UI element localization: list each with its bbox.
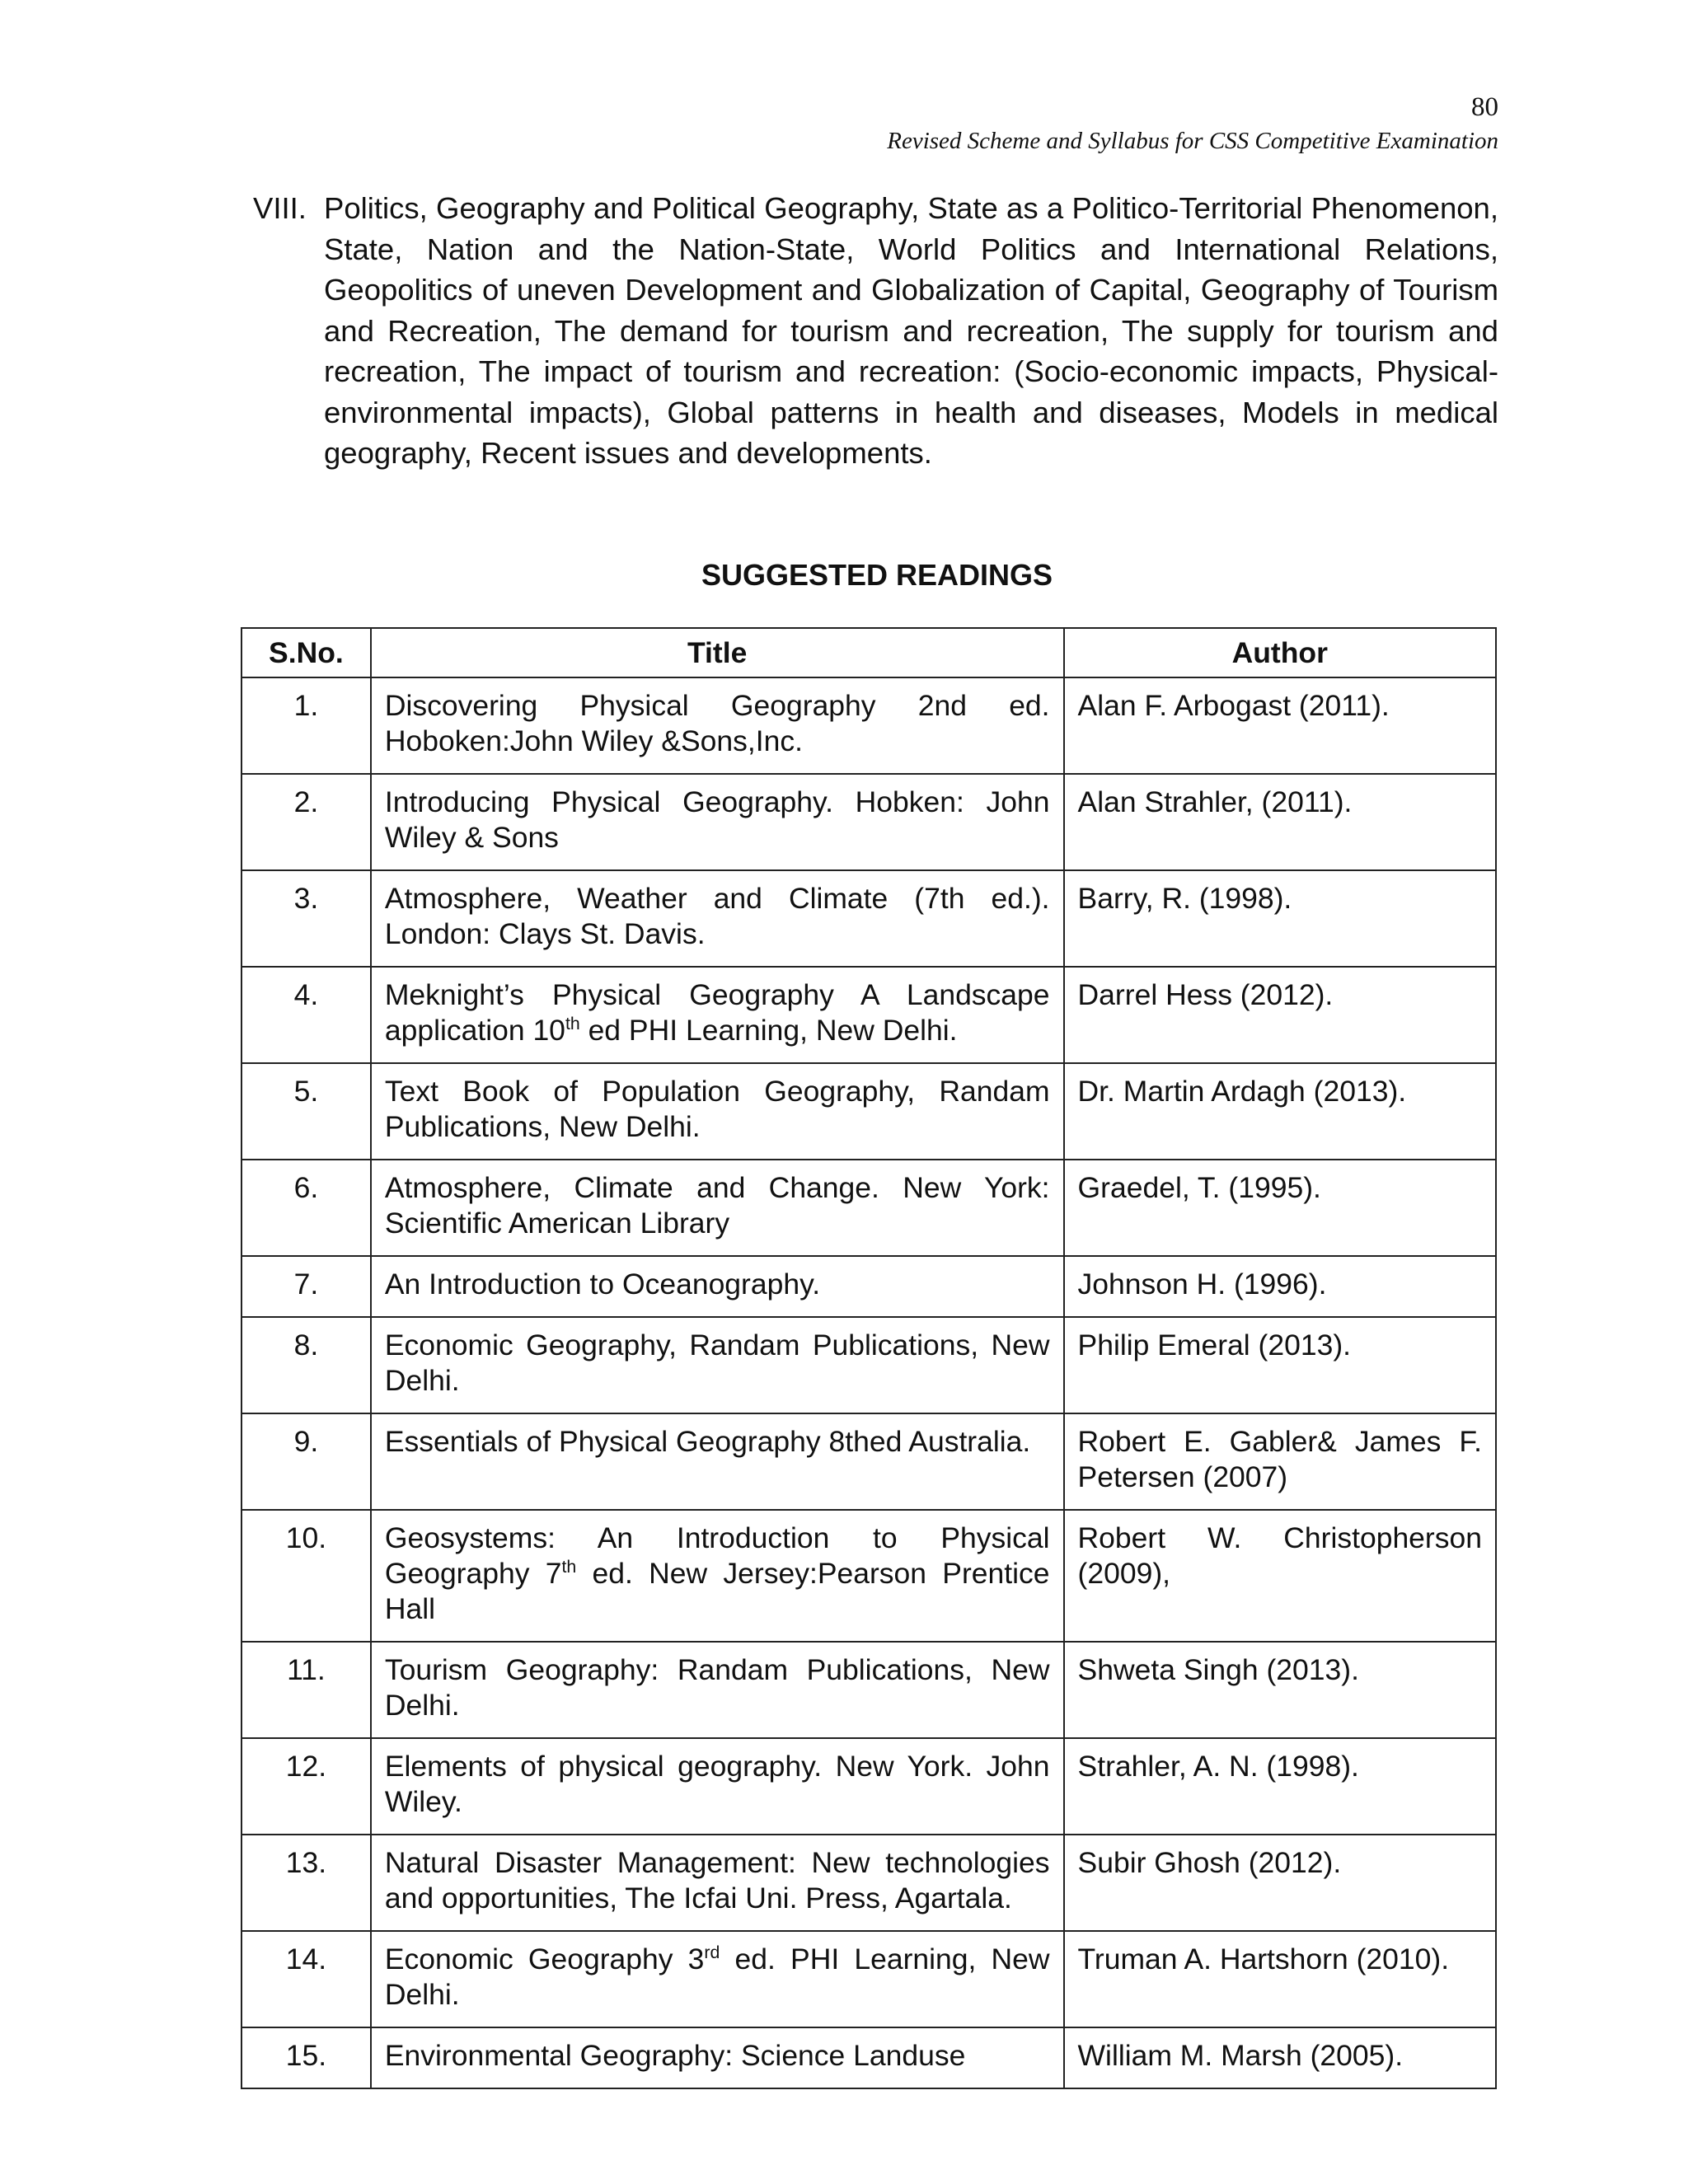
row-title: Elements of physical geography. New York. John Wiley.	[371, 1738, 1064, 1835]
row-title	[371, 1931, 1064, 2027]
row-sno: 4.	[241, 967, 371, 1063]
row-sno: 12.	[241, 1738, 371, 1835]
column-header-sno: S.No.	[241, 628, 371, 677]
row-title-text: Geosystems: An Introduction to Physical Geography 7	[384, 1521, 1050, 1590]
row-sno: 5.	[241, 1063, 371, 1160]
row-author: Alan F. Arbogast (2011).	[1064, 677, 1496, 774]
row-author: Johnson H. (1996).	[1064, 1256, 1496, 1317]
table-row	[241, 1510, 1496, 1642]
row-title-text: ed. New Jersey:Pearson Prentice Hall	[384, 1557, 1050, 1625]
row-author: Darrel Hess (2012).	[1064, 967, 1496, 1063]
page-number: 80	[1471, 92, 1498, 122]
row-sno: 7.	[241, 1256, 371, 1317]
row-sno: 3.	[241, 870, 371, 967]
row-author: William M. Marsh (2005).	[1064, 2027, 1496, 2088]
row-title: Atmosphere, Weather and Climate (7th ed.). London: Clays St. Davis.	[371, 870, 1064, 967]
row-author: Strahler, A. N. (1998).	[1064, 1738, 1496, 1835]
row-title: Introducing Physical Geography. Hobken: John Wiley & Sons	[371, 774, 1064, 870]
row-title-text: ed. PHI Learning, New Delhi.	[384, 1943, 1050, 2011]
table-row	[241, 2027, 1496, 2088]
suggested-readings-heading: SUGGESTED READINGS	[701, 558, 1053, 592]
row-title: Discovering Physical Geography 2nd ed. Hoboken:John Wiley &Sons,Inc.	[371, 677, 1064, 774]
table-row	[241, 1256, 1496, 1317]
table-header-row	[241, 628, 1496, 677]
row-sno: 2.	[241, 774, 371, 870]
table-row	[241, 1160, 1496, 1256]
row-author: Alan Strahler, (2011).	[1064, 774, 1496, 870]
row-title: Environmental Geography: Science Landuse	[371, 2027, 1064, 2088]
table-row	[241, 1738, 1496, 1835]
row-author: Truman A. Hartshorn (2010).	[1064, 1931, 1496, 2027]
table-row	[241, 1413, 1496, 1510]
row-author: Subir Ghosh (2012).	[1064, 1835, 1496, 1931]
row-author: Robert E. Gabler& James F. Petersen (2007)	[1064, 1413, 1496, 1510]
row-title-text: Meknight’s Physical Geography A Landscape application 10	[384, 978, 1050, 1047]
table-row	[241, 870, 1496, 967]
table-row	[241, 1931, 1496, 2027]
row-sno: 9.	[241, 1413, 371, 1510]
suggested-readings-table	[241, 627, 1497, 2089]
row-title	[371, 1510, 1064, 1642]
table-row	[241, 967, 1496, 1063]
table-row	[241, 1317, 1496, 1413]
row-sno: 1.	[241, 677, 371, 774]
row-author: Shweta Singh (2013).	[1064, 1642, 1496, 1738]
section-text: Politics, Geography and Political Geography, State as a Politico-Territorial Phenomenon, State, Nation and the Nation-State, World Politics and International Relations, Geopolitics of uneven Development and Globalization of Capital, Geography of Tourism and Recreation, The demand for tourism and recreation, The supply for tourism and recreation, The impact of tourism and recreation: (Socio-economic impacts, Physical-environmental impacts), Global patterns in health and diseases, Models in medical geography, Recent issues and developments.	[324, 191, 1498, 470]
table-row	[241, 1642, 1496, 1738]
row-sno: 10.	[241, 1510, 371, 1642]
row-author: Barry, R. (1998).	[1064, 870, 1496, 967]
row-title-text: Economic Geography 3	[384, 1943, 705, 1975]
row-author: Philip Emeral (2013).	[1064, 1317, 1496, 1413]
row-sno: 13.	[241, 1835, 371, 1931]
row-title-superscript: rd	[704, 1943, 720, 1963]
row-sno: 11.	[241, 1642, 371, 1738]
column-header-title: Title	[371, 628, 1064, 677]
row-sno: 14.	[241, 1931, 371, 2027]
table-row	[241, 677, 1496, 774]
table-row	[241, 1063, 1496, 1160]
row-title-text: ed PHI Learning, New Delhi.	[579, 1014, 958, 1047]
running-header: Revised Scheme and Syllabus for CSS Competitive Examination	[887, 128, 1498, 154]
row-author: Dr. Martin Ardagh (2013).	[1064, 1063, 1496, 1160]
row-title: Natural Disaster Management: New technologies and opportunities, The Icfai Uni. Press, Agartala.	[371, 1835, 1064, 1931]
row-title: Text Book of Population Geography, Randam Publications, New Delhi.	[371, 1063, 1064, 1160]
row-author: Graedel, T. (1995).	[1064, 1160, 1496, 1256]
row-title: Economic Geography, Randam Publications, New Delhi.	[371, 1317, 1064, 1413]
table-row	[241, 774, 1496, 870]
row-title-superscript: th	[565, 1014, 580, 1034]
table-row	[241, 1835, 1496, 1931]
row-title: Tourism Geography: Randam Publications, New Delhi.	[371, 1642, 1064, 1738]
row-author: Robert W. Christopherson (2009),	[1064, 1510, 1496, 1642]
row-title	[371, 967, 1064, 1063]
row-sno: 6.	[241, 1160, 371, 1256]
section-numeral: VIII.	[253, 191, 307, 225]
syllabus-section-viii	[253, 188, 1498, 474]
column-header-author: Author	[1064, 628, 1496, 677]
row-title: An Introduction to Oceanography.	[371, 1256, 1064, 1317]
row-title: Essentials of Physical Geography 8thed Australia.	[371, 1413, 1064, 1510]
row-sno: 8.	[241, 1317, 371, 1413]
row-title-superscript: th	[561, 1557, 577, 1577]
row-sno: 15.	[241, 2027, 371, 2088]
row-title: Atmosphere, Climate and Change. New York: Scientific American Library	[371, 1160, 1064, 1256]
